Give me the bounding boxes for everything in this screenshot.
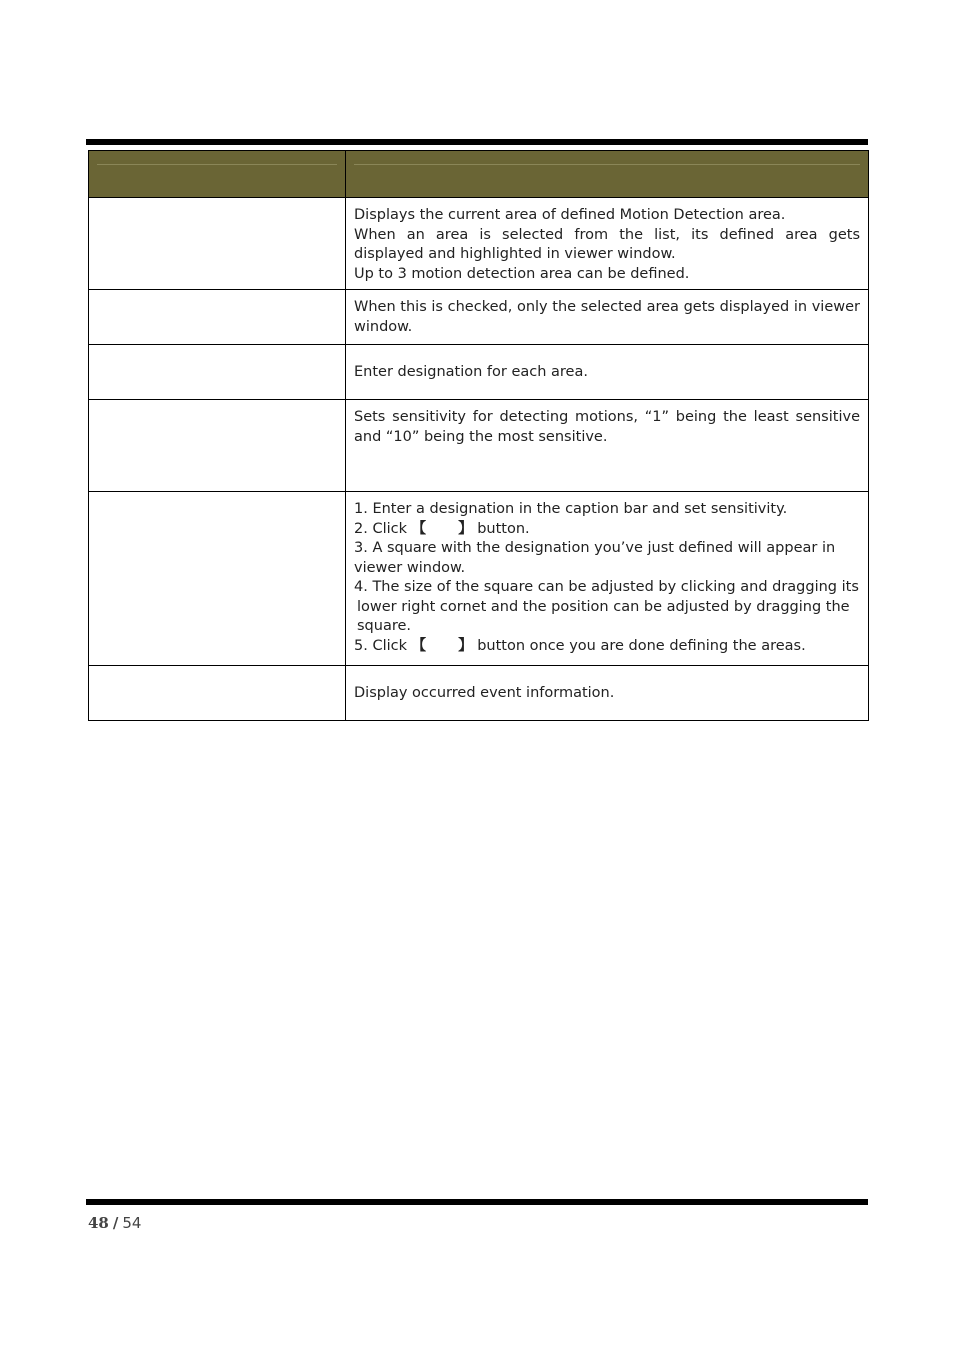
description-line: Enter designation for each area. [354,364,588,380]
bracket-close: 】 [458,637,473,654]
bracket-open: 【 [411,637,427,654]
row-label [89,400,346,492]
total-pages: 54 [122,1214,142,1232]
row-label [89,290,346,345]
description-line: Display occurred event information. [354,685,615,701]
top-rule [86,139,868,145]
table-row [89,198,869,290]
table-row [89,400,869,492]
step-5 [354,637,860,657]
header-cell-description [346,151,869,198]
step-2-prefix: 2. Click [354,520,407,537]
table-row [89,666,869,721]
step-5-prefix: 5. Click [354,637,407,654]
row-description [346,198,869,290]
row-label [89,198,346,290]
row-label [89,492,346,666]
step-1: 1. Enter a designation in the caption bar and set sensitivity. [354,501,788,517]
row-description [346,290,869,345]
step-3: 3. A square with the designation you’ve just defined will appear in viewer window. [354,540,836,576]
current-page: 48 [88,1214,109,1232]
step-4-line-1: 4. The size of the square can be adjusted by clicking and dragging its [354,579,859,595]
row-description [346,666,869,721]
table-row [89,290,869,345]
header-cell-item [89,151,346,198]
description-line: Up to 3 motion detection area can be defined. [354,265,690,282]
description-line: When this is checked, only the selected area gets displayed in viewer window. [354,299,860,335]
row-label [89,345,346,400]
row-description [346,345,869,400]
table-row [89,492,869,666]
table-row [89,345,869,400]
bracket-close: 】 [458,520,473,537]
row-label [89,666,346,721]
step-4-line-3: square. [357,618,412,634]
description-line: Sets sensitivity for detecting motions, “1” being the least sensitive and “10” being the most sensitive. [354,409,860,445]
settings-table [88,150,869,721]
description-line: When an area is selected from the list, its defined area gets displayed and highlighted in viewer window. [354,226,860,262]
row-description [346,400,869,492]
step-5-suffix: button once you are done defining the areas. [477,637,806,654]
table-header-row [89,151,869,198]
step-4-line-2: lower right cornet and the position can be adjusted by dragging the [357,598,850,615]
row-description [346,492,869,666]
page-separator: / [112,1214,119,1232]
step-2 [354,520,860,540]
bracket-open: 【 [411,520,427,537]
bottom-rule [86,1199,868,1205]
description-line: Displays the current area of defined Motion Detection area. [354,207,786,223]
page-number [88,1214,141,1232]
step-2-suffix: button. [477,520,530,537]
